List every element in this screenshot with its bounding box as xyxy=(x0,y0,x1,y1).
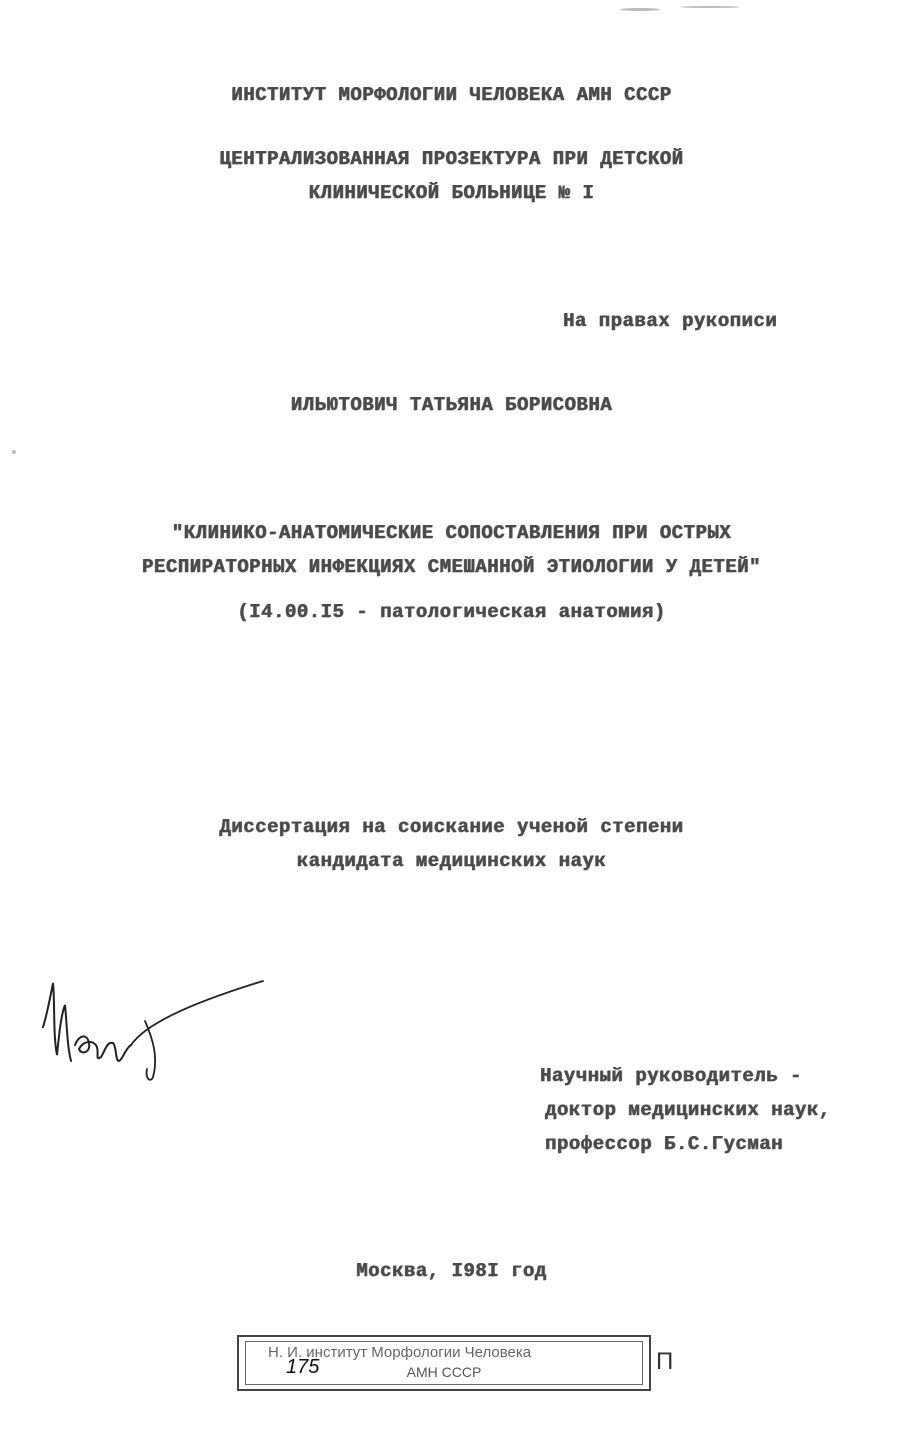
handwritten-signature xyxy=(35,965,275,1095)
degree-line-1: Диссертация на соискание ученой степени xyxy=(219,816,684,838)
institution-line-1: ИНСТИТУТ МОРФОЛОГИИ ЧЕЛОВЕКА АМН СССР xyxy=(231,84,672,106)
stamp-institution-text: Н. И. институт Морфологии Человека xyxy=(268,1344,532,1361)
stamp-side-mark: П xyxy=(656,1348,674,1375)
dissertation-title-line-1: "КЛИНИКО-АНАТОМИЧЕСКИЕ СОПОСТАВЛЕНИЯ ПРИ ОСТРЫХ xyxy=(171,522,732,544)
institution-line-3: КЛИНИЧЕСКОЙ БОЛЬНИЦЕ № I xyxy=(308,182,595,204)
institution-line-2: ЦЕНТРАЛИЗОВАННАЯ ПРОЗЕКТУРА ПРИ ДЕТСКОЙ xyxy=(219,148,684,170)
place-year: Москва, I98I год xyxy=(356,1260,547,1282)
stamp-inner-border xyxy=(245,1341,643,1385)
stamp-inventory-number: 175 xyxy=(286,1356,320,1378)
specialty-code: (I4.00.I5 - патологическая анатомия) xyxy=(237,601,666,623)
supervisor-line-2: доктор медицинских наук, xyxy=(545,1099,831,1121)
stamp-academy-text: АМН СССР xyxy=(406,1364,482,1380)
degree-line-2: кандидата медицинских наук xyxy=(296,850,607,872)
scan-speck xyxy=(680,6,740,8)
author-name: ИЛЬЮТОВИЧ ТАТЬЯНА БОРИСОВНА xyxy=(290,394,613,416)
scan-speck xyxy=(12,450,16,454)
library-stamp xyxy=(237,1335,651,1391)
scan-speck xyxy=(620,8,660,11)
dissertation-title-line-2: РЕСПИРАТОРНЫХ ИНФЕКЦИЯХ СМЕШАННОЙ ЭТИОЛОГИИ У ДЕТЕЙ" xyxy=(142,556,761,578)
supervisor-line-3: профессор Б.С.Гусман xyxy=(545,1133,784,1155)
rights-note: На правах рукописи xyxy=(563,310,778,332)
supervisor-line-1: Научный руководитель - xyxy=(540,1065,802,1087)
